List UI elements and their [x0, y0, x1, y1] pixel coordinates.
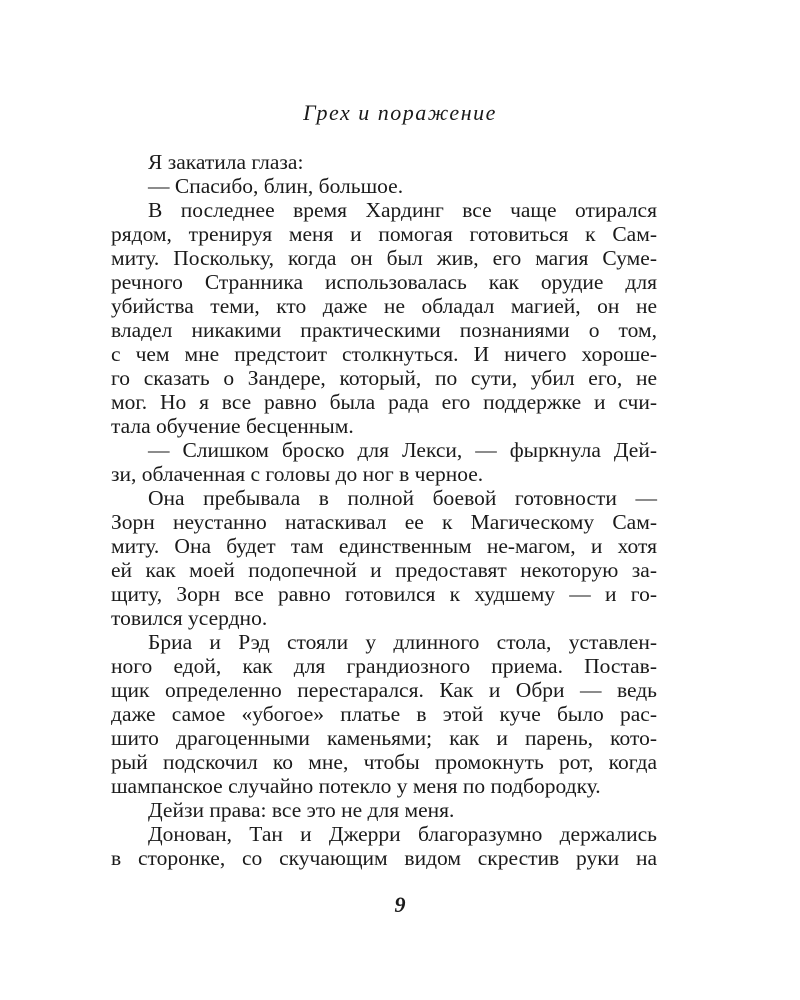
- text-line: товился усердно.: [111, 606, 268, 630]
- text-line: тала обучение бесценным.: [111, 414, 354, 438]
- text-line: го сказать о Зандере, который, по сути, убил его, не: [111, 366, 657, 390]
- text-line: с чем мне предстоит столкнуться. И ничего хороше-: [111, 342, 657, 366]
- text-line: Донован, Тан и Джерри благоразумно держались: [148, 822, 657, 846]
- text-line: рый подскочил ко мне, чтобы промокнуть рот, когда: [111, 750, 657, 774]
- body-text: [111, 150, 657, 870]
- text-line: владел никакими практическими познаниями о том,: [111, 318, 657, 342]
- text-line: В последнее время Хардинг все чаще отирался: [148, 198, 657, 222]
- text-line: речного Странника использовалась как орудие для: [111, 270, 657, 294]
- text-line: Я закатила глаза:: [148, 150, 304, 174]
- text-line: убийства теми, кто даже не обладал магией, он не: [111, 294, 657, 318]
- text-line: в сторонке, со скучающим видом скрестив руки на: [111, 846, 657, 870]
- running-head: Грех и поражение: [303, 100, 497, 125]
- text-line: миту. Поскольку, когда он был жив, его магия Суме-: [111, 246, 657, 270]
- text-line: мог. Но я все равно была рада его поддержке и счи-: [111, 390, 657, 414]
- page-number: 9: [394, 892, 406, 917]
- text-line: ного едой, как для грандиозного приема. Постав-: [111, 654, 657, 678]
- text-line: щик определенно перестарался. Как и Обри — ведь: [111, 678, 657, 702]
- text-line: миту. Она будет там единственным не-магом, и хотя: [111, 534, 657, 558]
- text-line: зи, облаченная с головы до ног в черное.: [111, 462, 484, 486]
- text-line: Зорн неустанно натаскивал ее к Магическому Сам-: [111, 510, 657, 534]
- text-line: — Спасибо, блин, большое.: [148, 174, 404, 198]
- text-line: — Слишком броско для Лекси, — фыркнула Дей-: [148, 438, 657, 462]
- text-line: шампанское случайно потекло у меня по подбородку.: [111, 774, 601, 798]
- text-line: Она пребывала в полной боевой готовности —: [148, 486, 657, 510]
- text-line: рядом, тренируя меня и помогая готовиться к Сам-: [111, 222, 657, 246]
- text-line: даже самое «убогое» платье в этой куче было рас-: [111, 702, 657, 726]
- text-line: шито драгоценными каменьями; как и парень, кото-: [111, 726, 657, 750]
- text-line: Дейзи права: все это не для меня.: [148, 798, 455, 822]
- text-line: Бриа и Рэд стояли у длинного стола, уставлен-: [148, 630, 657, 654]
- text-line: ей как моей подопечной и предоставят некоторую за-: [111, 558, 657, 582]
- text-line: щиту, Зорн все равно готовился к худшему — и го-: [111, 582, 657, 606]
